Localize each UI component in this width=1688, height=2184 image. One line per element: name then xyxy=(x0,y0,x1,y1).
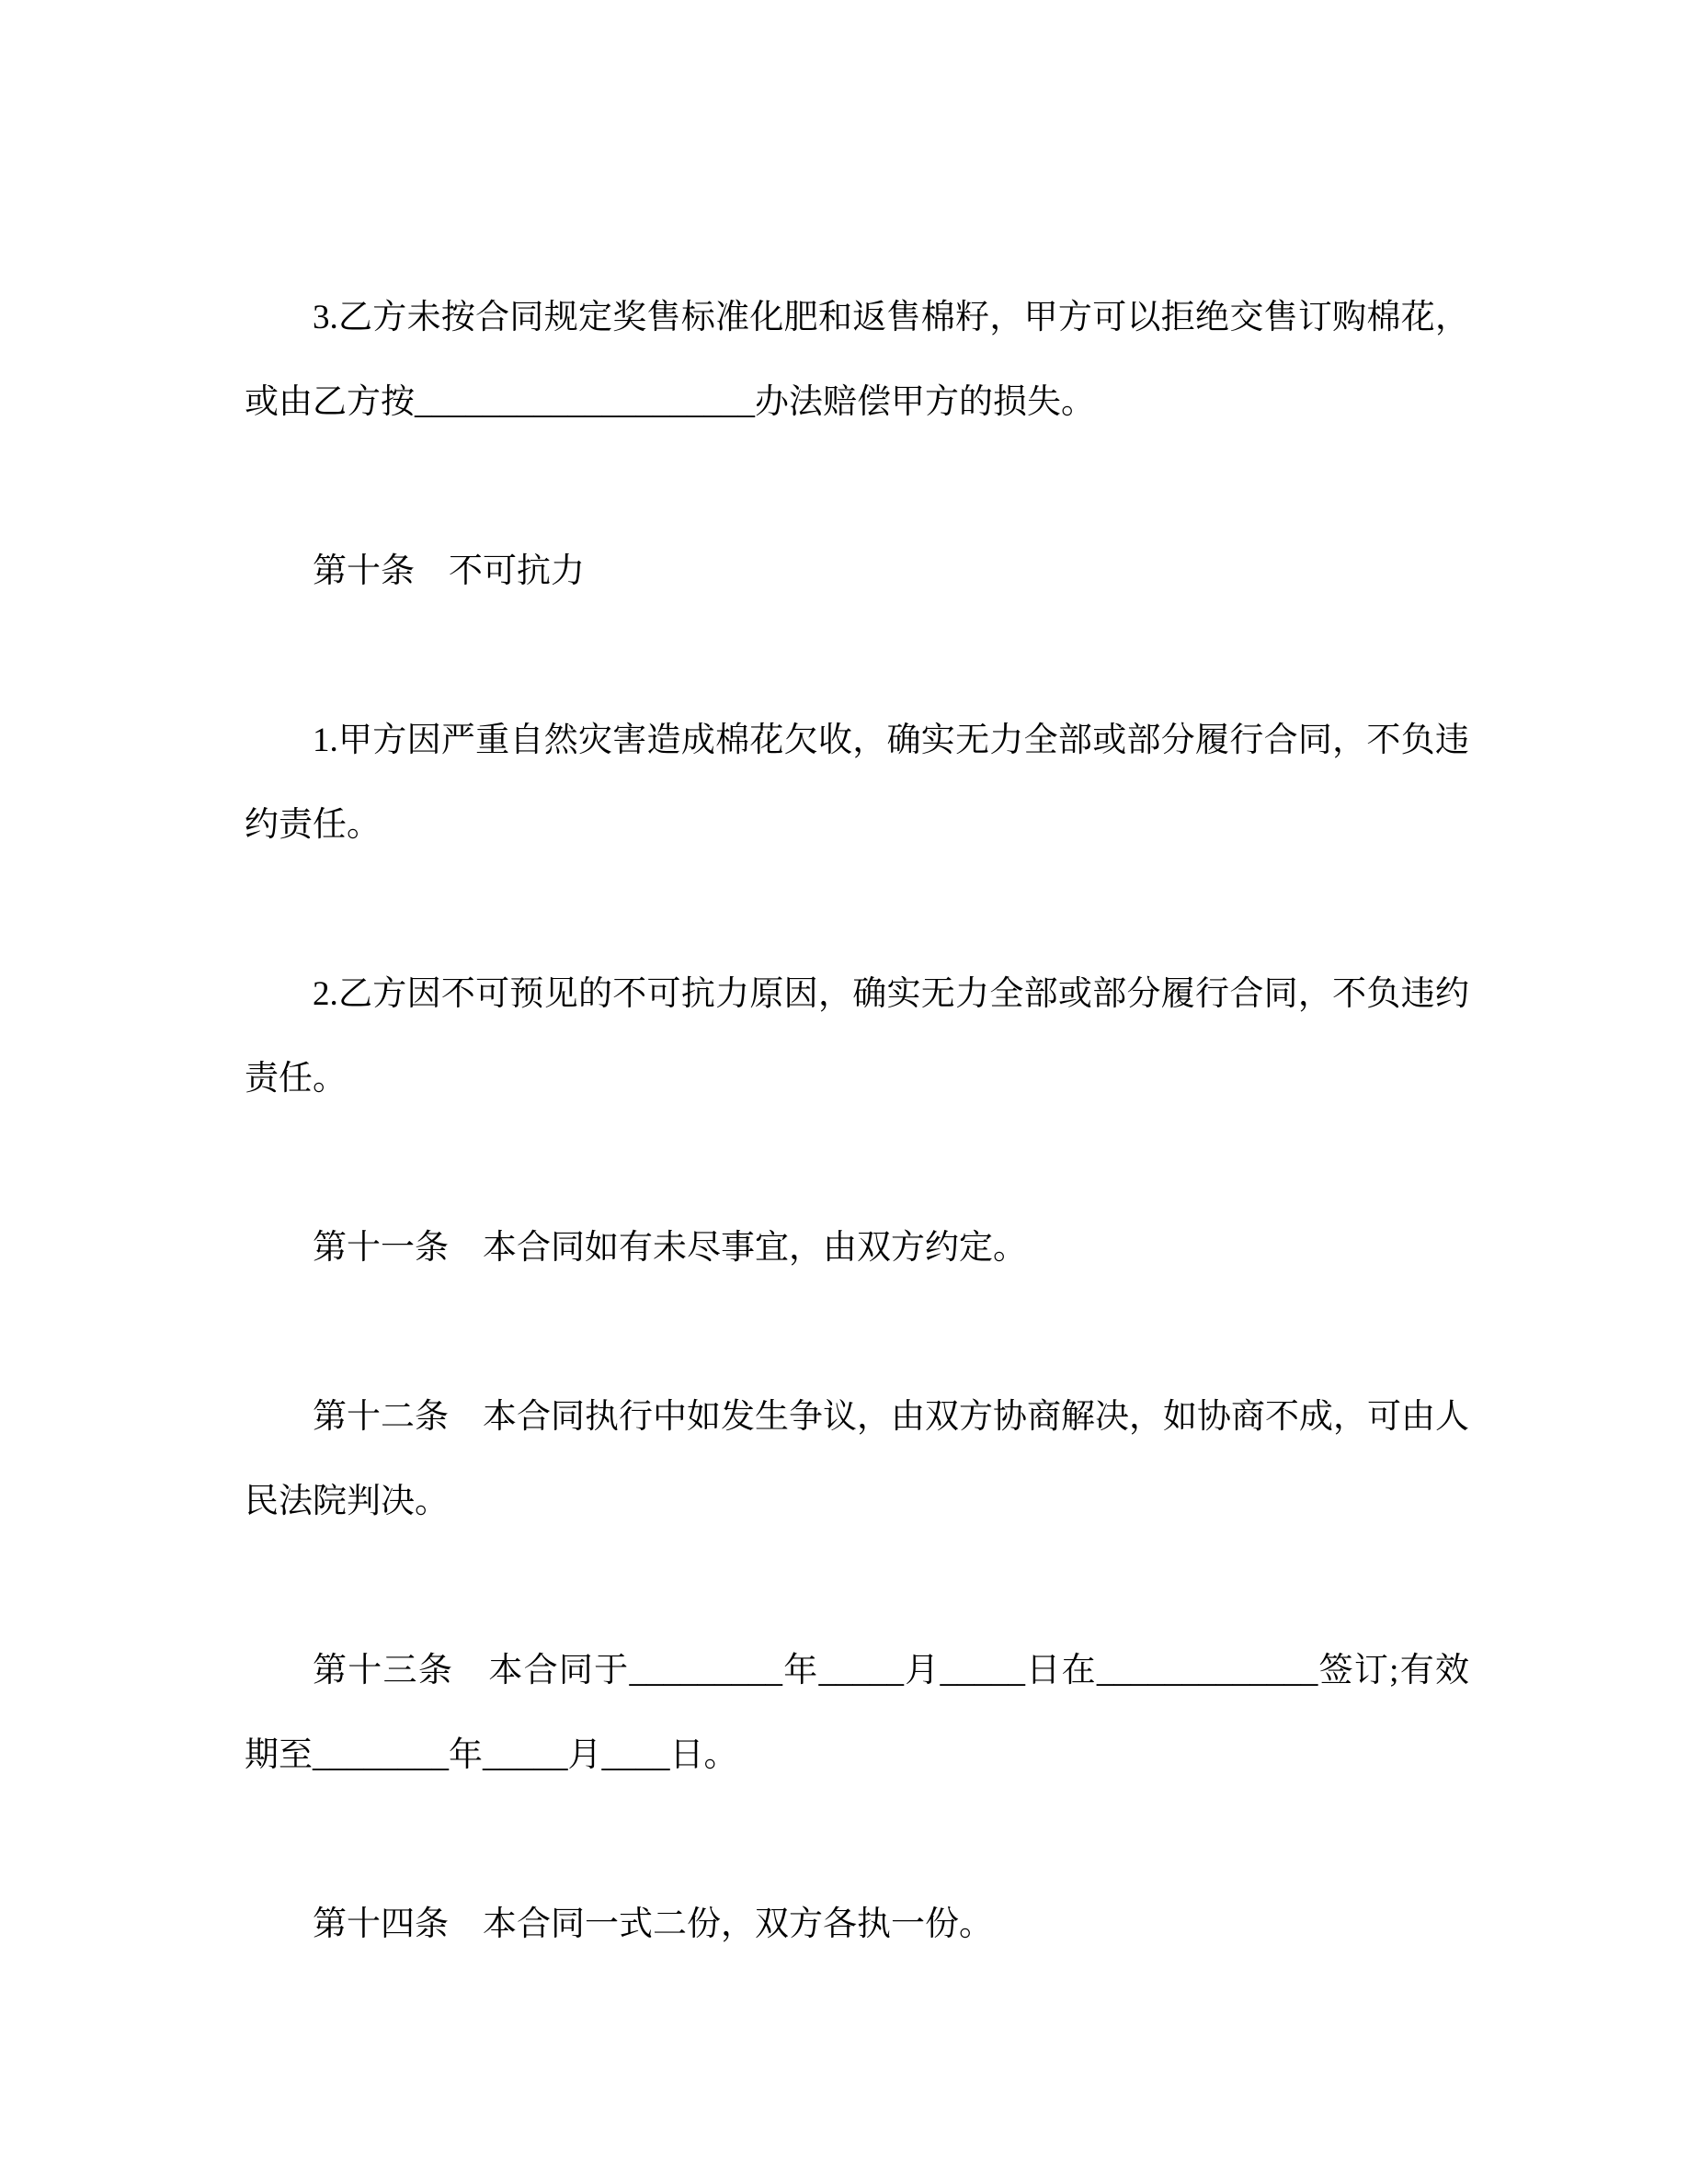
article-14-text: 第十四条 本合同一式二份，双方各执一份。 xyxy=(313,1905,993,1943)
clause-item-3-compensation: 3.乙方未按合同规定奖售标准化肥和返售棉籽，甲方可以拒绝交售订购棉花，或由乙方按____________________办法赔偿甲方的损失。 xyxy=(245,299,1469,421)
article-10-title: 第十条 不可抗力 xyxy=(313,552,585,590)
article-12-text: 第十二条 本合同执行中如发生争议，由双方协商解决，如协商不成，可由人民法院判决。 xyxy=(245,1398,1469,1520)
article-13-text: 第十三条 本合同于_________年_____月_____日在_____________签订;有效期至________年_____月____日。 xyxy=(245,1652,1469,1774)
article-10-item-1: 1.甲方因严重自然灾害造成棉花欠收，确实无力全部或部分履行合同，不负违约责任。 xyxy=(245,722,1469,844)
article-10-item-2: 2.乙方因不可预见的不可抗力原因，确实无力全部或部分履行合同，不负违约责任。 xyxy=(245,975,1469,1098)
article-11-text: 第十一条 本合同如有未尽事宜，由双方约定。 xyxy=(313,1229,1027,1267)
